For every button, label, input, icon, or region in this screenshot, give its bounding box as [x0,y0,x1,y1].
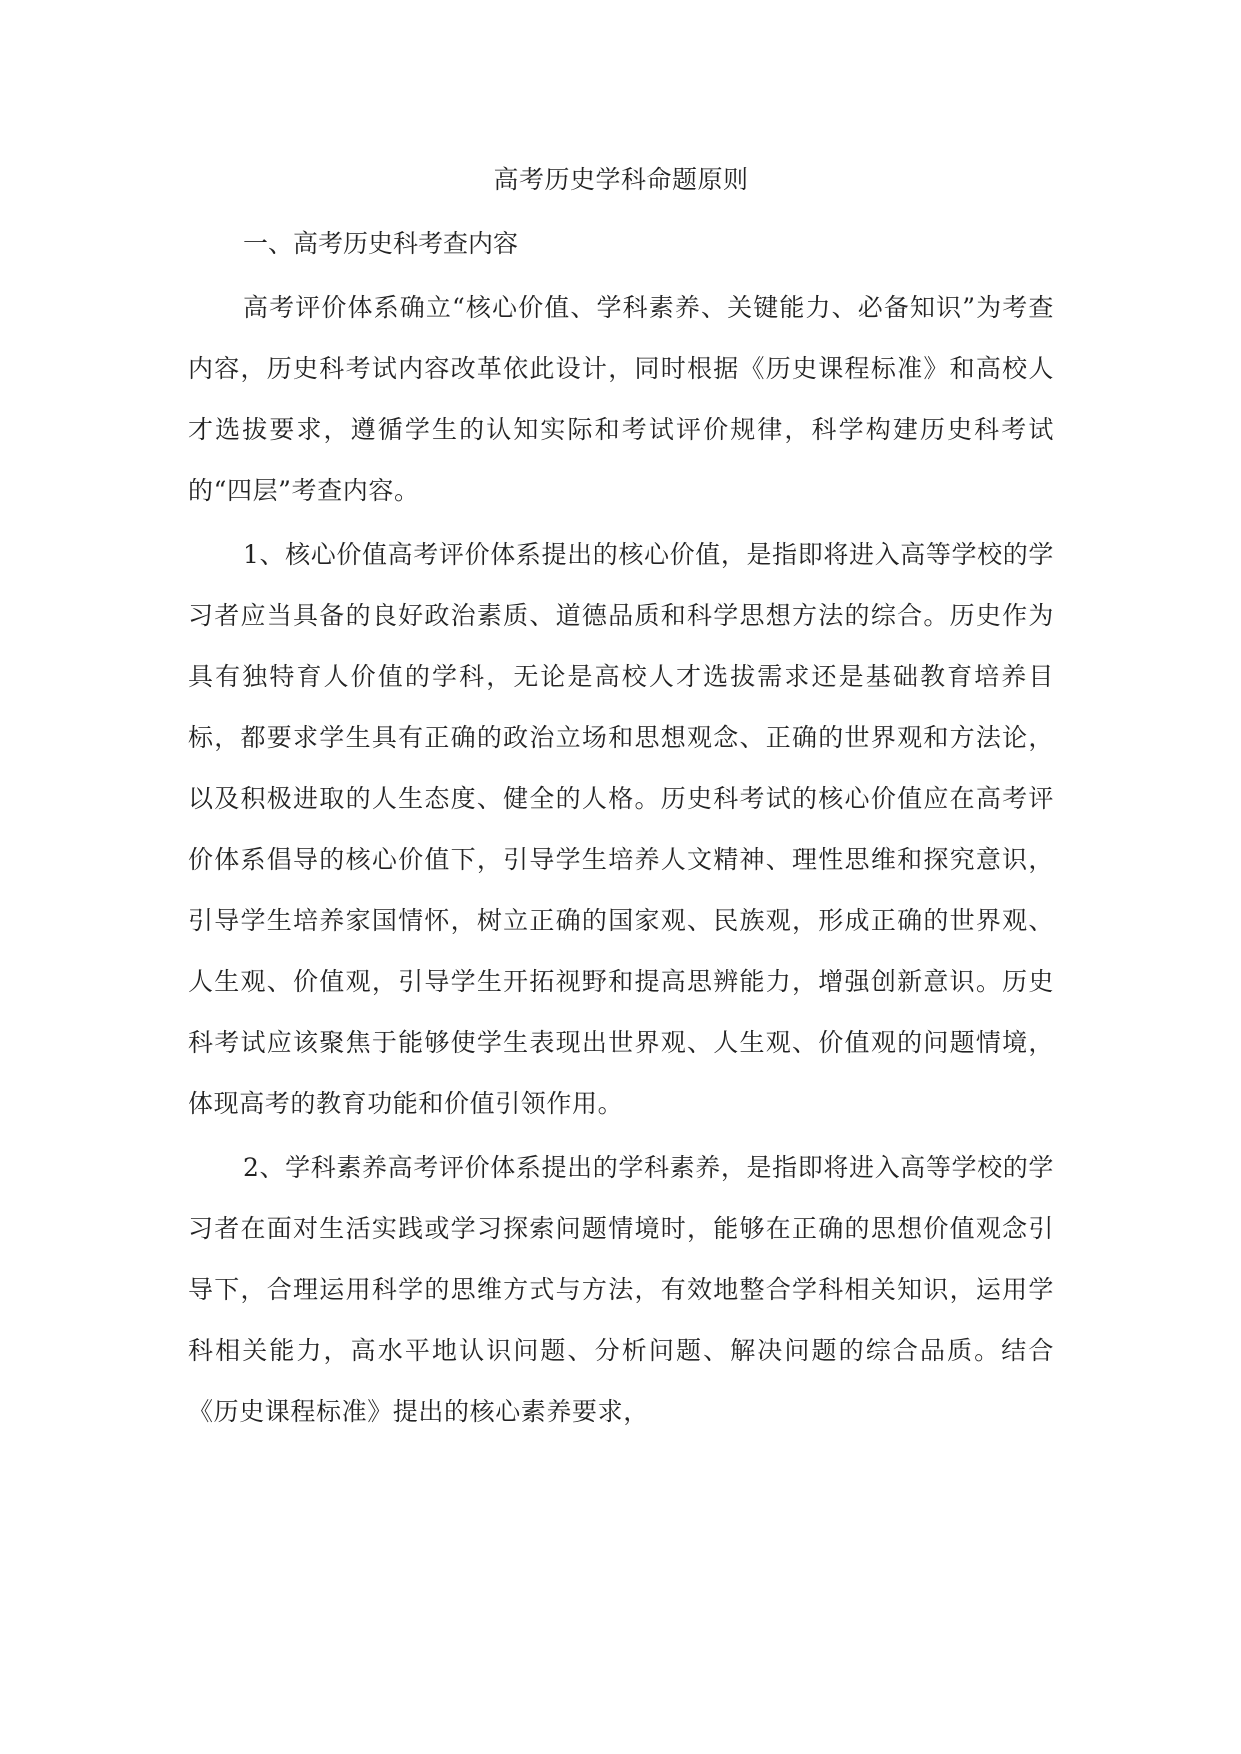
paragraph-intro: 高考评价体系确立“核心价值、学科素养、关键能力、必备知识”为考查内容，历史科考试内容改革依此设计，同时根据《历史课程标准》和高校人才选拔要求，遵循学生的认知实际和考试评价规律，科学构建历史科考试的“四层”考查内容。 [188,293,1054,505]
document-title: 高考历史学科命题原则 [493,165,749,194]
paragraph-core-value: 1、核心价值高考评价体系提出的核心价值，是指即将进入高等学校的学习者应当具备的良好政治素质、道德品质和科学思想方法的综合。历史作为具有独特育人价值的学科，无论是高校人才选拔需求还是基础教育培养目标，都要求学生具有正确的政治立场和思想观念、正确的世界观和方法论，以及积极进取的人生态度、健全的人格。历史科考试的核心价值应在高考评价体系倡导的核心价值下，引导学生培养人文精神、理性思维和探究意识，引导学生培养家国情怀，树立正确的国家观、民族观，形成正确的世界观、人生观、价值观，引导学生开拓视野和提高思辨能力，增强创新意识。历史科考试应该聚焦于能够使学生表现出世界观、人生观、价值观的问题情境，体现高考的教育功能和价值引领作用。 [188,540,1054,1118]
paragraph-subject-literacy: 2、学科素养高考评价体系提出的学科素养，是指即将进入高等学校的学习者在面对生活实践或学习探索问题情境时，能够在正确的思想价值观念引导下，合理运用科学的思维方式与方法，有效地整合学科相关知识，运用学科相关能力，高水平地认识问题、分析问题、解决问题的综合品质。结合《历史课程标准》提出的核心素养要求， [188,1153,1054,1426]
section-heading: 一、高考历史科考查内容 [243,229,519,258]
document-body [188,150,1054,1442]
